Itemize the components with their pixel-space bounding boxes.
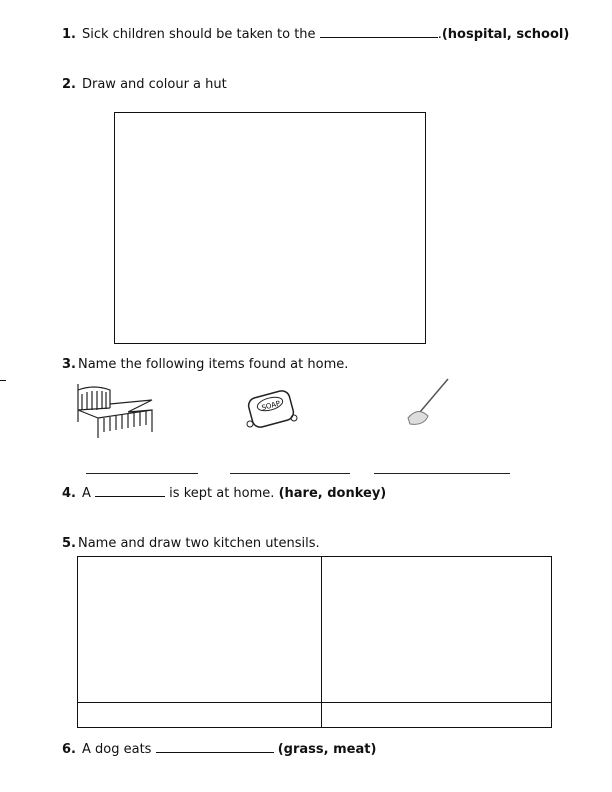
question-number: 1. <box>62 27 76 42</box>
question-text: Sick children should be taken to the <box>81 27 316 42</box>
question-number: 2. <box>62 77 76 92</box>
question-text: is kept at home. <box>169 486 275 501</box>
soap-picture <box>244 388 300 432</box>
utensil-name-cell-2[interactable] <box>323 704 551 727</box>
question-5 <box>62 536 320 551</box>
margin-mark <box>0 380 6 381</box>
question-number: 5. <box>62 536 76 551</box>
answer-options: (hare, donkey) <box>278 486 387 501</box>
answer-blank[interactable] <box>95 484 165 497</box>
question-number: 6. <box>62 742 76 757</box>
question-text: Name and draw two kitchen utensils. <box>77 536 320 551</box>
question-text: A dog eats <box>81 742 152 757</box>
answer-line-mop[interactable] <box>374 473 510 474</box>
soap-label: SOAP <box>260 399 282 413</box>
hut-drawing-box[interactable] <box>114 112 426 344</box>
answer-blank[interactable] <box>156 740 274 753</box>
answer-options: (hospital, school) <box>441 27 570 42</box>
bed-picture <box>74 382 164 440</box>
answer-line-soap[interactable] <box>230 473 350 474</box>
question-6 <box>62 740 376 757</box>
question-text: Name the following items found at home. <box>77 357 349 372</box>
table-label-row-divider <box>77 702 552 703</box>
question-text: Draw and colour a hut <box>81 77 227 92</box>
utensil-drawing-cell-1[interactable] <box>78 557 320 701</box>
question-number: 3. <box>62 357 76 372</box>
question-text: A <box>81 486 91 501</box>
utensil-drawing-cell-2[interactable] <box>323 557 551 701</box>
question-4 <box>62 484 386 501</box>
question-1 <box>62 25 569 42</box>
utensil-name-cell-1[interactable] <box>78 704 320 727</box>
question-number: 4. <box>62 486 76 501</box>
mop-picture <box>402 376 458 432</box>
answer-line-bed[interactable] <box>86 473 198 474</box>
question-2 <box>62 77 227 92</box>
question-3 <box>62 357 348 372</box>
answer-options: (grass, meat) <box>277 742 377 757</box>
punctuation: . <box>437 27 442 42</box>
answer-blank[interactable] <box>320 25 438 38</box>
